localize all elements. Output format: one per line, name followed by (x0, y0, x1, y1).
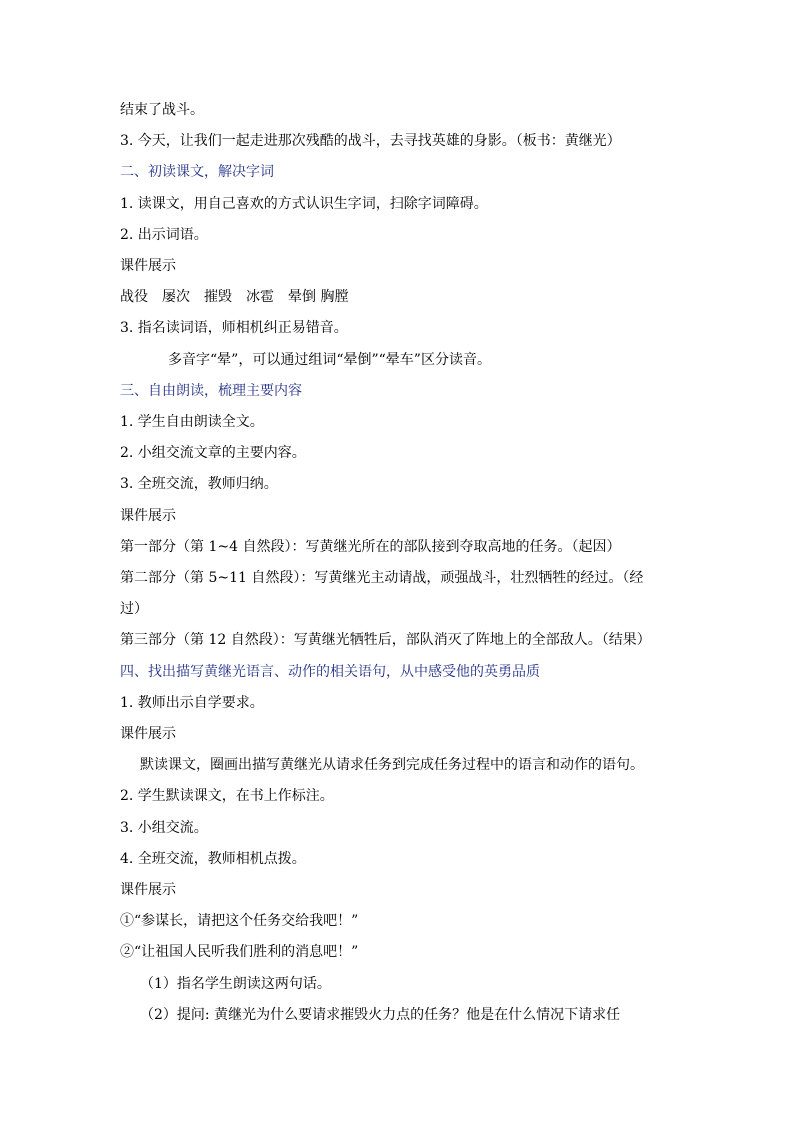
section-heading-3: 三、自由朗读，梳理主要内容 (120, 383, 302, 399)
text-line: 3. 小组交流。 (120, 820, 208, 836)
text-line: 第一部分（第 1~4 自然段）：写黄继光所在的部队接到夺取高地的任务。（起因） (120, 539, 621, 555)
text-line: 2. 小组交流文章的主要内容。 (120, 445, 306, 461)
text-line: 3. 今天，让我们一起走进那次残酷的战斗，去寻找英雄的身影。（板书：黄继光） (120, 133, 621, 149)
text-line: 第三部分（第 12 自然段）：写黄继光牺牲后，部队消灭了阵地上的全部敌人。（结果） (120, 632, 651, 648)
courseware-label: 课件展示 (120, 882, 176, 898)
vocabulary-list: 战役 屡次 摧毁 冰雹 晕倒 胸膛 (120, 289, 349, 305)
text-line: 默读课文，圈画出描写黄继光从请求任务到完成任务过程中的语言和动作的语句。 (140, 757, 644, 773)
text-line: 3. 指名读词语，师相机纠正易错音。 (120, 320, 348, 336)
courseware-label: 课件展示 (120, 258, 176, 274)
text-line: 多音字“晕”，可以通过组词“晕倒”“晕车”区分读音。 (168, 352, 491, 368)
courseware-label: 课件展示 (120, 726, 176, 742)
text-line: 2. 学生默读课文，在书上作标注。 (120, 788, 334, 804)
text-line: 4. 全班交流，教师相机点拨。 (120, 851, 306, 867)
section-heading-2: 二、初读课文，解决字词 (120, 164, 274, 180)
text-line: 过） (120, 601, 148, 617)
text-line: 第二部分（第 5~11 自然段）：写黄继光主动请战，顽强战斗，壮烈牺牲的经过。（经 (120, 570, 644, 586)
text-line: 2. 出示词语。 (120, 227, 208, 243)
courseware-label: 课件展示 (120, 508, 176, 524)
quote-line: ①“参谋长，请把这个任务交给我吧！” (120, 913, 359, 929)
text-line: 1. 教师出示自学要求。 (120, 695, 264, 711)
quote-line: ②“让祖国人民听我们胜利的消息吧！” (120, 944, 359, 960)
text-line: 结束了战斗。 (120, 102, 204, 118)
text-line: 1. 学生自由朗读全文。 (120, 414, 264, 430)
text-line: 1. 读课文，用自己喜欢的方式认识生字词，扫除字词障碍。 (120, 196, 488, 212)
section-heading-4: 四、找出描写黄继光语言、动作的相关语句，从中感受他的英勇品质 (120, 664, 540, 680)
text-line: （2）提问: 黄继光为什么要请求摧毁火力点的任务？他是在什么情况下请求任 (140, 1007, 621, 1023)
text-line: 3. 全班交流，教师归纳。 (120, 476, 278, 492)
text-line: （1）指名学生朗读这两句话。 (140, 976, 331, 992)
